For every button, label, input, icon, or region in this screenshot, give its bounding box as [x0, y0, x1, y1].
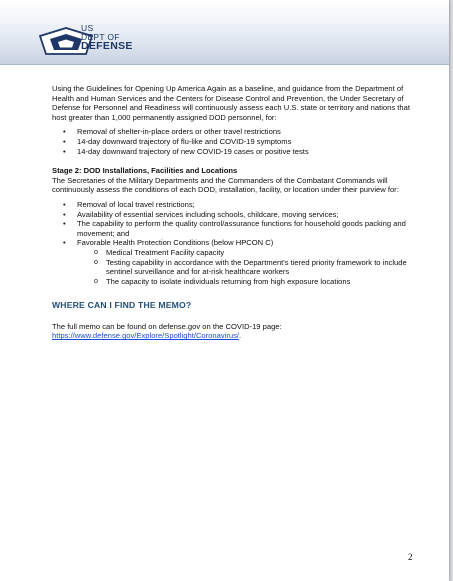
list-item: • The capability to perform the quality control/assurance functions for household goods packing and movement; and — [77, 219, 417, 238]
stage2-paragraph: The Secretaries of the Military Departments and the Commanders of the Combatant Commands will continuously assess the conditions of each DOD, installation, facility, or location under their purview for: — [52, 175, 399, 195]
page-number: 2 — [408, 552, 413, 562]
stage2-title: Stage 2: DOD Installations, Facilities and Locations — [52, 166, 238, 176]
document-body — [52, 84, 417, 341]
sub-list-item: o Medical Treatment Facility capacity — [106, 248, 417, 258]
list-item: • Removal of local travel restrictions; — [77, 200, 417, 210]
stage2-bullet-list — [52, 200, 417, 286]
list-item: • Removal of shelter-in-place orders or other travel restrictions — [77, 127, 417, 137]
list-item — [77, 238, 417, 286]
coronavirus-page-link[interactable]: https://www.defense.gov/Explore/Spotlight/Coronavirus/ — [52, 331, 239, 341]
memo-heading: WHERE CAN I FIND THE MEMO? — [52, 300, 192, 311]
link-suffix: . — [239, 331, 242, 341]
list-item: • 14-day downward trajectory of new COVID-19 cases or positive tests — [77, 147, 417, 157]
hpcon-sub-list — [77, 248, 417, 286]
wordmark-line-defense: DEFENSE — [81, 40, 133, 52]
memo-paragraph — [52, 322, 417, 341]
list-item-label: Favorable Health Protection Conditions (below HPCON C) — [77, 238, 274, 248]
list-item: • 14-day downward trajectory of flu-like and COVID-19 symptoms — [77, 137, 417, 147]
memo-text: The full memo can be found on defense.gov on the COVID-19 page: — [52, 321, 282, 331]
sub-list-item: o The capacity to isolate individuals returning from high exposure locations — [106, 277, 417, 287]
list-item: • Availability of essential services including schools, childcare, moving services; — [77, 210, 417, 220]
sub-list-item: o Testing capability in accordance with the Department's tiered priority framework to include sentinel surveillance and for at-risk healthcare workers — [106, 258, 417, 277]
wordmark-line-dept: DEPT OF — [81, 31, 120, 42]
wordmark-line-us: US — [81, 23, 94, 33]
dod-wordmark — [81, 24, 133, 52]
intro-paragraph: Using the Guidelines for Opening Up America Again as a baseline, and guidance from the Department of Health and Human Services and the Centers for Disease Control and Prevention, the Under Secretary of Defense for Personnel and Readiness will continuously assess each U.S. state or territory and nations that host greater than 1,000 permanently assigned DOD personnel, for: — [52, 84, 410, 122]
header-divider — [0, 64, 449, 65]
intro-bullet-list — [52, 127, 417, 156]
